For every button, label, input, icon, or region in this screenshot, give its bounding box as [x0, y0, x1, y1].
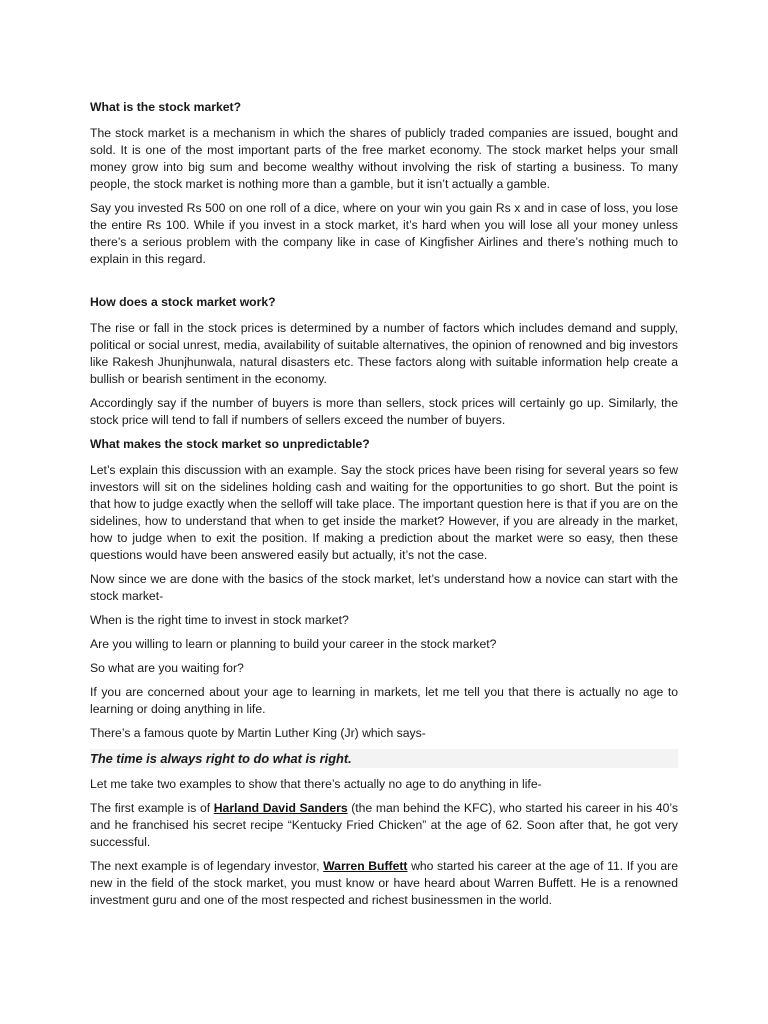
paragraph-examples-intro: Let me take two examples to show that there’s actually no age to do anything in life-: [90, 777, 542, 791]
question-willing-to-learn: Are you willing to learn or planning to build your career in the stock market?: [90, 637, 497, 651]
paragraph-quote-intro: There’s a famous quote by Martin Luther King (Jr) which says-: [90, 726, 426, 740]
link-warren-buffett[interactable]: Warren Buffett: [323, 859, 408, 873]
link-harland-david-sanders[interactable]: Harland David Sanders: [213, 801, 348, 815]
question-right-time: When is the right time to invest in stock market?: [90, 613, 349, 627]
paragraph-novice-start: Now since we are done with the basics of the stock market, let’s understand how a novice can start with the stock market-: [90, 572, 678, 603]
paragraph-age: If you are concerned about your age to learning in markets, let me tell you that there is actually no age to learning or doing anything in life.: [90, 685, 678, 716]
heading-what-is-stock-market: What is the stock market?: [90, 100, 242, 114]
paragraph-definition: The stock market is a mechanism in which the shares of publicly traded companies are issued, bought and sold. It is one of the most important parts of the free market economy. The stock market helps your small money grow into big sum and become wealthy without involving the risk of starting a business. To many people, the stock market is nothing more than a gamble, but it isn’t actually a gamble.: [90, 126, 678, 191]
document-page: [90, 99, 678, 916]
example-buffett-after: who started his career at the age of 11. If you are new in the field of the stock market, you must know or have heard about Warren Buffett. He is a renowned investment guru and one of the most respected and richest businessmen in the world.: [90, 859, 678, 907]
paragraph-example-sanders: [90, 800, 678, 851]
heading-how-stock-market-works: How does a stock market work?: [90, 295, 276, 309]
question-waiting: So what are you waiting for?: [90, 661, 244, 675]
heading-unpredictable: What makes the stock market so unpredictable?: [90, 437, 370, 451]
quote-mlk: The time is always right to do what is right.: [90, 749, 678, 768]
example-buffett-before: The next example is of legendary investor,: [90, 859, 324, 873]
example-sanders-after: (the man behind the KFC), who started his career in his 40’s and he franchised his secret recipe “Kentucky Fried Chicken” at the age of 62. Soon after that, he got very successful.: [90, 801, 678, 849]
example-sanders-before: The first example is of: [90, 801, 214, 815]
paragraph-example-discussion: Let’s explain this discussion with an example. Say the stock prices have been rising for several years so few investors will sit on the sidelines holding cash and waiting for the opportunities to go short. But the point is that how to judge exactly when the selloff will take place. The important question here is that if you are on the sidelines, how to understand that when to get inside the market? However, if you are already in the market, how to judge when to exit the position. If making a prediction about the market were so easy, then these questions would have been answered easily but actually, it’s not the case.: [90, 463, 678, 562]
paragraph-dice-example: Say you invested Rs 500 on one roll of a dice, where on your win you gain Rs x and in case of loss, you lose the entire Rs 100. While if you invest in a stock market, it’s hard when you will lose all your money unless there’s a serious problem with the company like in case of Kingfisher Airlines and there’s nothing much to explain in this regard.: [90, 201, 678, 266]
paragraph-price-factors: The rise or fall in the stock prices is determined by a number of factors which includes demand and supply, political or social unrest, media, availability of suitable alternatives, the opinion of renowned and big investors like Rakesh Jhunjhunwala, natural disasters etc. These factors along with suitable information help create a bullish or bearish sentiment in the economy.: [90, 321, 678, 386]
paragraph-example-buffett: [90, 858, 678, 909]
paragraph-buyers-sellers: Accordingly say if the number of buyers is more than sellers, stock prices will certainly go up. Similarly, the stock price will tend to fall if numbers of sellers exceed the number of buyers.: [90, 396, 678, 427]
